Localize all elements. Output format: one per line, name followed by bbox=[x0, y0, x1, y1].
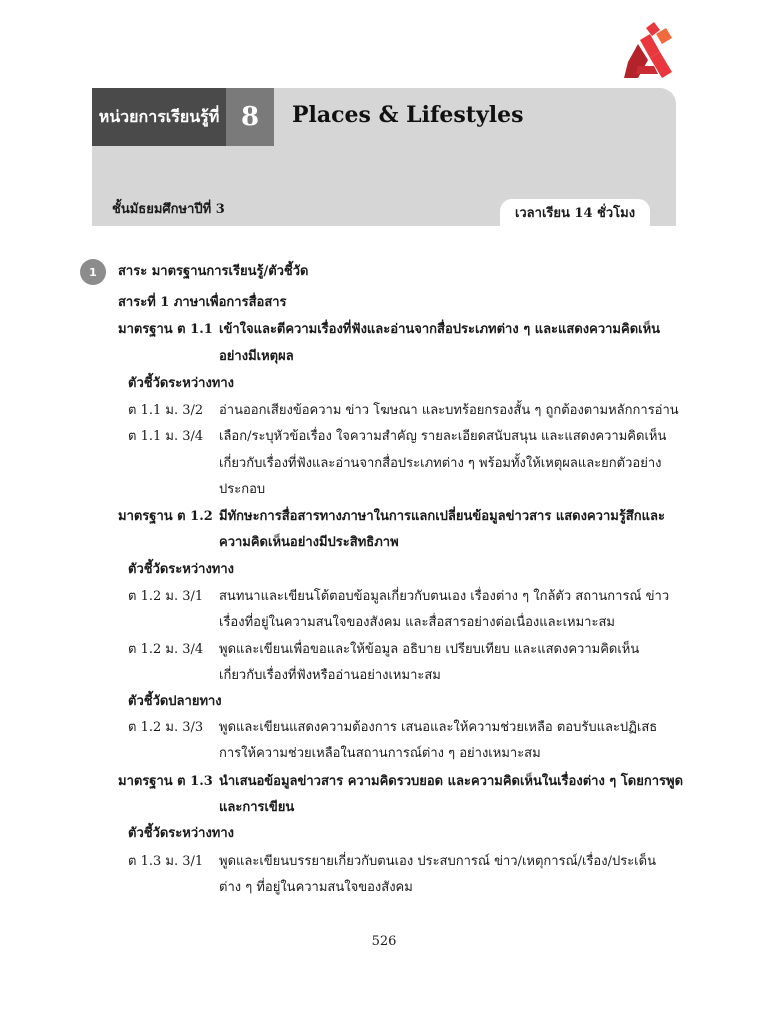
indicator-text: พูดและเขียนแสดงความต้องการ เสนอและให้ความช่วยเหลือ ตอบรับและปฏิเสธ bbox=[219, 720, 658, 735]
indicator-text: ประกอบ bbox=[219, 482, 266, 497]
indicator-group-label: ตัวชี้วัดปลายทาง bbox=[128, 694, 222, 709]
indicator-text: เลือก/ระบุหัวข้อเรื่อง ใจความสำคัญ รายละเอียดสนับสนุน และแสดงความคิดเห็น bbox=[219, 429, 667, 444]
standard-text: มีทักษะการสื่อสารทางภาษาในการแลกเปลี่ยนข้อมูลข่าวสาร แสดงความรู้สึกและ bbox=[219, 509, 665, 524]
indicator-text: สนทนาและเขียนโต้ตอบข้อมูลเกี่ยวกับตนเอง เรื่องต่าง ๆ ใกล้ตัว สถานการณ์ ข่าว bbox=[219, 589, 670, 604]
indicator-code: ต 1.2 ม. 3/4 bbox=[128, 642, 204, 657]
indicator-code: ต 1.3 ม. 3/1 bbox=[128, 854, 204, 869]
standard-text: อย่างมีเหตุผล bbox=[219, 349, 294, 364]
indicator-text: เกี่ยวกับเรื่องที่ฟังหรืออ่านอย่างเหมาะสม bbox=[219, 668, 441, 683]
unit-title: Places & Lifestyles bbox=[292, 102, 524, 128]
indicator-code: ต 1.2 ม. 3/3 bbox=[128, 720, 204, 735]
indicator-text: ต่าง ๆ ที่อยู่ในความสนใจของสังคม bbox=[219, 880, 413, 895]
indicator-code: ต 1.2 ม. 3/1 bbox=[128, 589, 204, 604]
section-title: สาระ มาตรฐานการเรียนรู้/ตัวชี้วัด bbox=[118, 264, 309, 279]
standard-code: มาตรฐาน ต 1.3 bbox=[118, 774, 213, 789]
page-number: 526 bbox=[371, 934, 397, 949]
indicator-code: ต 1.1 ม. 3/4 bbox=[128, 429, 204, 444]
indicator-group-label: ตัวชี้วัดระหว่างทาง bbox=[128, 826, 235, 841]
grade-level: ชั้นมัธยมศึกษาปีที่ 3 bbox=[112, 202, 225, 217]
standard-text: นำเสนอข้อมูลข่าวสาร ความคิดรวบยอด และความคิดเห็นในเรื่องต่าง ๆ โดยการพูด bbox=[219, 774, 684, 789]
indicator-code: ต 1.1 ม. 3/2 bbox=[128, 403, 204, 418]
indicator-group-label: ตัวชี้วัดระหว่างทาง bbox=[128, 562, 235, 577]
standard-text: ความคิดเห็นอย่างมีประสิทธิภาพ bbox=[219, 535, 399, 550]
standard-text: เข้าใจและตีความเรื่องที่ฟังและอ่านจากสื่อประเภทต่าง ๆ และแสดงความคิดเห็น bbox=[219, 322, 661, 337]
publisher-logo-icon bbox=[620, 22, 678, 80]
indicator-text: พูดและเขียนบรรยายเกี่ยวกับตนเอง ประสบการณ์ ข่าว/เหตุการณ์/เรื่อง/ประเด็น bbox=[219, 854, 656, 869]
indicator-text: การให้ความช่วยเหลือในสถานการณ์ต่าง ๆ อย่างเหมาะสม bbox=[219, 746, 541, 761]
strand-title: สาระที่ 1 ภาษาเพื่อการสื่อสาร bbox=[118, 295, 287, 310]
indicator-group-label: ตัวชี้วัดระหว่างทาง bbox=[128, 376, 235, 391]
standard-text: และการเขียน bbox=[219, 800, 295, 815]
unit-number: 8 bbox=[226, 88, 274, 146]
standard-code: มาตรฐาน ต 1.2 bbox=[118, 509, 213, 524]
indicator-text: อ่านออกเสียงข้อความ ข่าว โฆษณา และบทร้อยกรองสั้น ๆ ถูกต้องตามหลักการอ่าน bbox=[219, 403, 679, 418]
indicator-text: เรื่องที่อยู่ในความสนใจของสังคม และสื่อสารอย่างต่อเนื่องและเหมาะสม bbox=[219, 615, 615, 630]
study-hours: เวลาเรียน 14 ชั่วโมง bbox=[500, 199, 650, 226]
indicator-text: เกี่ยวกับเรื่องที่ฟังและอ่านจากสื่อประเภทต่าง ๆ พร้อมทั้งให้เหตุผลและยกตัวอย่าง bbox=[219, 456, 662, 471]
standard-code: มาตรฐาน ต 1.1 bbox=[118, 322, 213, 337]
indicator-text: พูดและเขียนเพื่อขอและให้ข้อมูล อธิบาย เปรียบเทียบ และแสดงความคิดเห็น bbox=[219, 642, 640, 657]
section-number-badge: 1 bbox=[80, 259, 106, 285]
unit-label: หน่วยการเรียนรู้ที่ bbox=[92, 88, 226, 146]
